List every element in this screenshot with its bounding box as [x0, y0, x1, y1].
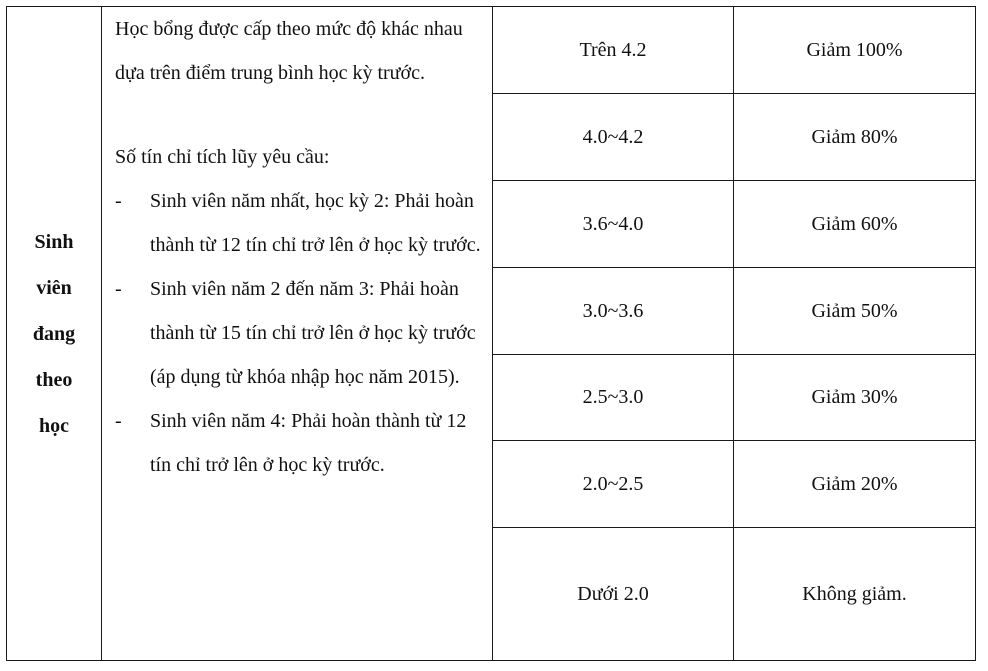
discount-cell: Giảm 100%	[734, 7, 976, 94]
scholarship-table	[6, 6, 976, 661]
dash-bullet: -	[115, 190, 122, 212]
category-line: học	[39, 414, 69, 437]
discount-cell: Không giảm.	[734, 528, 976, 661]
discount-cell: Giảm 30%	[734, 355, 976, 441]
gpa-range-cell: Trên 4.2	[493, 7, 734, 94]
discount-cell: Giảm 20%	[734, 441, 976, 528]
gpa-range-cell: 2.0~2.5	[493, 441, 734, 528]
category-cell	[7, 7, 102, 661]
paragraph-spacer	[115, 95, 484, 135]
credit-requirements-list	[115, 179, 484, 487]
requirement-text: Sinh viên năm 4: Phải hoàn thành từ 12 tín chỉ trở lên ở học kỳ trước.	[150, 410, 467, 476]
category-line: đang	[32, 322, 76, 345]
discount-cell: Giảm 80%	[734, 94, 976, 181]
table-row	[7, 7, 976, 94]
description-cell	[102, 7, 493, 661]
requirement-text: Sinh viên năm nhất, học kỳ 2: Phải hoàn thành từ 12 tín chỉ trở lên ở học kỳ trước.	[150, 190, 481, 256]
list-item	[115, 179, 484, 267]
category-line: Sinh	[34, 230, 74, 253]
discount-cell: Giảm 50%	[734, 268, 976, 355]
dash-bullet: -	[115, 278, 122, 300]
requirement-text: Sinh viên năm 2 đến năm 3: Phải hoàn thành từ 15 tín chỉ trở lên ở học kỳ trước (áp dụng từ khóa nhập học năm 2015).	[150, 278, 476, 388]
gpa-range-cell: Dưới 2.0	[493, 528, 734, 661]
category-line: theo	[35, 368, 73, 391]
list-item	[115, 267, 484, 399]
gpa-range-cell: 3.0~3.6	[493, 268, 734, 355]
credits-heading: Số tín chỉ tích lũy yêu cầu:	[115, 146, 330, 168]
gpa-range-cell: 4.0~4.2	[493, 94, 734, 181]
category-line: viên	[36, 276, 72, 299]
gpa-range-cell: 3.6~4.0	[493, 181, 734, 268]
dash-bullet: -	[115, 410, 122, 432]
gpa-range-cell: 2.5~3.0	[493, 355, 734, 441]
discount-cell: Giảm 60%	[734, 181, 976, 268]
list-item	[115, 399, 484, 487]
scholarship-intro: Học bổng được cấp theo mức độ khác nhau dựa trên điểm trung bình học kỳ trước.	[115, 18, 463, 84]
